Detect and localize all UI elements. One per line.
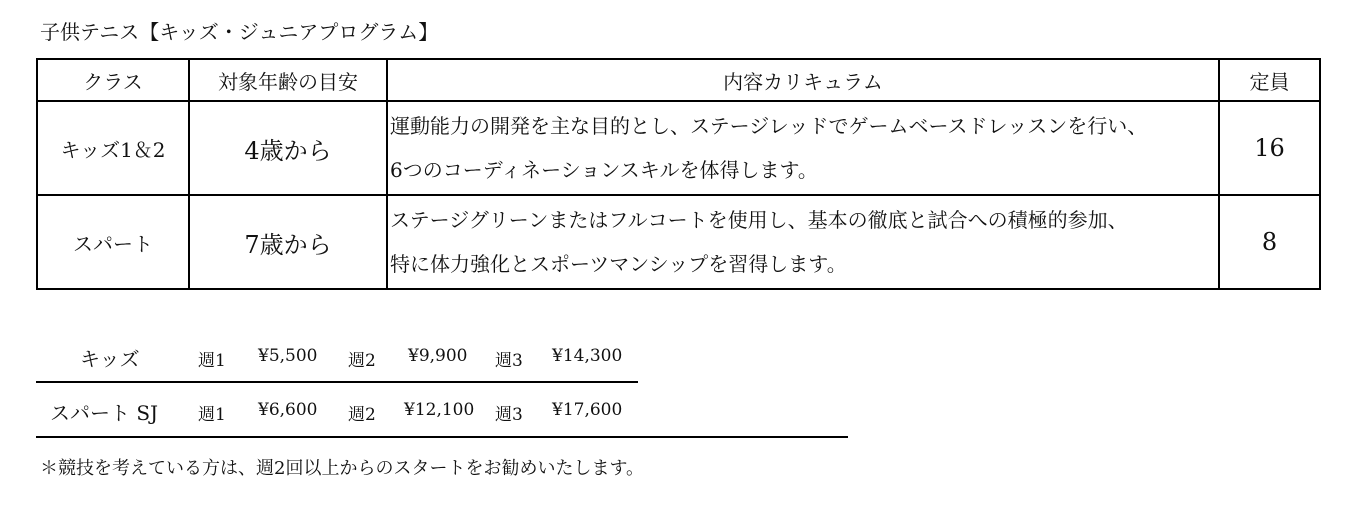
price-value: ¥14,300: [552, 346, 623, 366]
divider: [36, 381, 638, 383]
weekly-frequency: 週2: [348, 351, 376, 371]
class-name: スパート: [37, 195, 189, 289]
capacity: 8: [1219, 195, 1320, 289]
table-row: [37, 195, 1320, 289]
weekly-frequency: 週1: [198, 351, 226, 371]
divider: [36, 436, 848, 438]
header-capacity: 定員: [1219, 59, 1320, 101]
weekly-frequency: 週2: [348, 405, 376, 425]
curriculum: [387, 101, 1219, 195]
curriculum: [387, 195, 1219, 289]
price-value: ¥17,600: [552, 400, 623, 420]
capacity: 16: [1219, 101, 1320, 195]
weekly-frequency: 週1: [198, 405, 226, 425]
price-value: ¥6,600: [258, 400, 318, 420]
price-value: ¥5,500: [258, 346, 318, 366]
header-curriculum: 内容カリキュラム: [387, 59, 1219, 101]
price-value: ¥12,100: [404, 400, 475, 420]
curriculum-line: ステージグリーンまたはフルコートを使用し、基本の徹底と試合への積極的参加、: [390, 208, 1128, 232]
page-title: 子供テニス【キッズ・ジュニアプログラム】: [40, 20, 439, 44]
header-class: クラス: [37, 59, 189, 101]
curriculum-line: 運動能力の開発を主な目的とし、ステージレッドでゲームベースドレッスンを行い、: [390, 114, 1148, 138]
target-age: 7歳から: [189, 195, 387, 289]
target-age: 4歳から: [189, 101, 387, 195]
price-row-label: キッズ: [80, 347, 140, 371]
weekly-frequency: 週3: [495, 351, 523, 371]
price-value: ¥9,900: [408, 346, 468, 366]
header-age: 対象年齢の目安: [189, 59, 387, 101]
curriculum-line: 6つのコーディネーションスキルを体得します。: [390, 158, 818, 182]
table-row: [37, 101, 1320, 195]
course-table: [36, 58, 1321, 290]
table-header-row: [37, 59, 1320, 101]
price-row-kids: [36, 336, 636, 376]
footnote: ＊競技を考えている方は、週2回以上からのスタートをお勧めいたします。: [40, 458, 645, 479]
weekly-frequency: 週3: [495, 405, 523, 425]
curriculum-line: 特に体力強化とスポーツマンシップを習得します。: [390, 252, 847, 276]
price-row-spurt: [36, 390, 636, 430]
price-row-label: スパート SJ: [50, 401, 159, 425]
class-name: キッズ1＆2: [37, 101, 189, 195]
